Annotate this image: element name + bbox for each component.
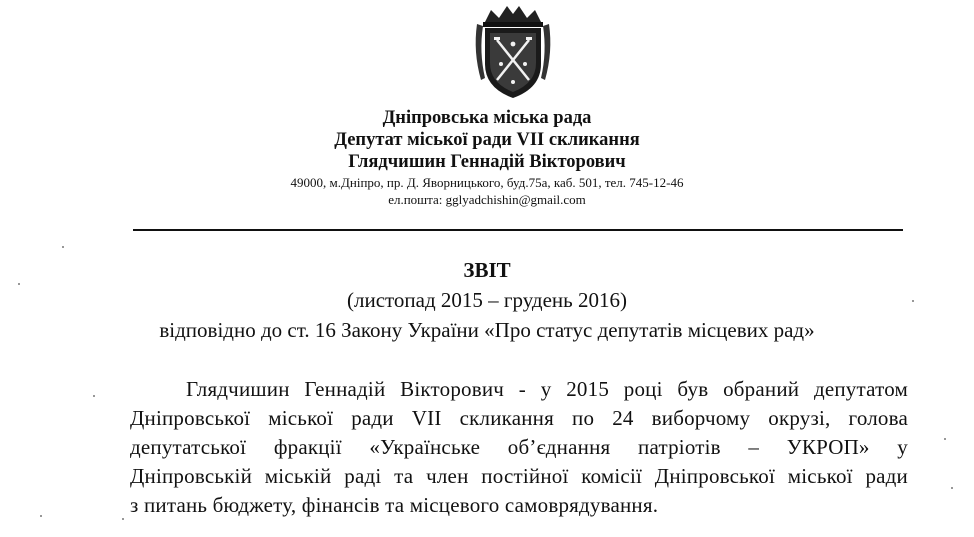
paragraph-line: Дніпровській міській раді та член постійної комісії Дніпровської міської ради bbox=[130, 464, 908, 488]
deputy-name: Глядчишин Геннадій Вікторович bbox=[348, 152, 626, 172]
scan-speck bbox=[944, 438, 946, 440]
report-period: (листопад 2015 – грудень 2016) bbox=[346, 288, 627, 312]
paragraph-line: депутатської фракції «Українське об’єднання патріотів – УКРОП» у bbox=[130, 435, 908, 459]
contact-email: ел.пошта: gglyadchishin@gmail.com bbox=[388, 192, 586, 207]
paragraph-line: Дніпровської міської ради VII скликання по 24 виборчому окрузі, голова bbox=[130, 406, 908, 430]
coat-of-arms-icon bbox=[471, 2, 555, 102]
body-paragraph bbox=[130, 375, 908, 520]
scan-speck bbox=[912, 300, 914, 302]
report-title: ЗВІТ bbox=[463, 258, 511, 282]
scan-speck bbox=[951, 487, 953, 489]
scan-speck bbox=[40, 515, 42, 517]
header-divider bbox=[133, 229, 903, 231]
contact-address: 49000, м.Дніпро, пр. Д. Яворницького, буд.75а, каб. 501, тел. 745-12-46 bbox=[290, 175, 684, 190]
deputy-position: Депутат міської ради VII скликання bbox=[334, 130, 640, 150]
paragraph-line: з питань бюджету, фінансів та місцевого самоврядування. bbox=[130, 493, 659, 517]
scan-speck bbox=[93, 395, 95, 397]
scan-speck bbox=[62, 246, 64, 248]
report-legal-basis: відповідно до ст. 16 Закону України «Про статус депутатів місцевих рад» bbox=[159, 318, 815, 342]
scan-speck bbox=[122, 518, 124, 520]
paragraph-line: Глядчишин Геннадій Вікторович - у 2015 році був обраний депутатом bbox=[186, 377, 908, 401]
scan-speck bbox=[18, 283, 20, 285]
council-name: Дніпровська міська рада bbox=[382, 108, 592, 128]
